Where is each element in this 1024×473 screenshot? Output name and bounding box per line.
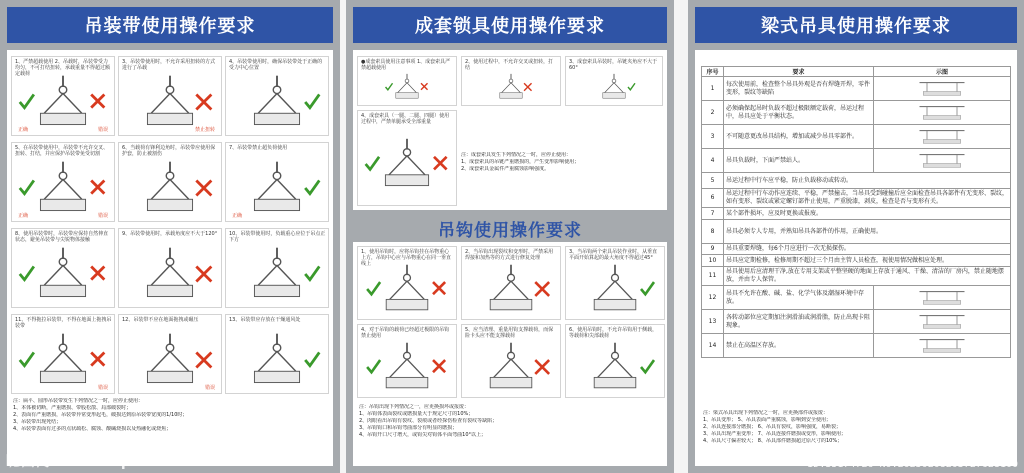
- mark-ok-label: 正确: [18, 213, 29, 219]
- table-row: [702, 255, 1011, 267]
- hook-illustration: [362, 341, 452, 393]
- table-row: [702, 125, 1011, 149]
- hook-cell: [357, 246, 457, 320]
- hook-note: [359, 404, 659, 439]
- note-line: 2、吊具连接部分磨损； 6、吊具有裂纹，影响强度，易断裂；: [703, 424, 841, 430]
- sling-cell-label: 13、吊装带应存放在干燥通风处: [229, 317, 301, 323]
- sling-cell: [225, 56, 329, 136]
- table-row: [702, 189, 1011, 208]
- hook-illustration: [466, 263, 556, 315]
- note-line: 2、表面有严重磨损，吊装带异常变形起毛，破损达到原吊装带宽度的1/10时；: [13, 412, 188, 418]
- board3-paper: [695, 50, 1017, 466]
- hook-subtitle: 吊钩使用操作要求: [438, 220, 582, 241]
- table-row: [702, 77, 1011, 101]
- board1-title: 吊装带使用操作要求: [7, 7, 333, 43]
- sling-cell-label: 9、吊装带使用时，承载角度应不大于120°: [122, 231, 218, 237]
- hook-cell-label: 6、使用吊钩时，不允许吊钩用于侧载，等载荷和尖部载荷: [569, 327, 658, 339]
- sling-cell: [11, 142, 115, 222]
- note-line: 4、吊具尺寸偏差较大； 8、吊具部件磨损超过原尺寸的10%；: [703, 438, 843, 444]
- row-illustration: [874, 310, 1011, 334]
- sling-illustration: [230, 159, 324, 217]
- sling-cell: [118, 314, 222, 394]
- sling-cell: [11, 56, 115, 136]
- table-row: [702, 334, 1011, 358]
- table-row: [702, 101, 1011, 125]
- board1-paper: [7, 50, 333, 466]
- mark-ok-label: 正确: [232, 213, 243, 219]
- sling-cell-label: 3、吊装带使用时，不允许采用扭转的方式进行了吊载: [122, 59, 216, 71]
- note-line: 1、吊具变形； 5、吊具表面严重腐蚀，影响到安全使用；: [703, 417, 831, 423]
- note-line: 4、吊钩开口尺寸增大，或钩尖对钩体平面弯曲10°以上；: [359, 432, 487, 438]
- row-number: 7: [702, 208, 724, 220]
- sling-illustration: [16, 73, 110, 131]
- hook-cell: [461, 246, 561, 320]
- row-illustration: [874, 101, 1011, 125]
- hook-cell: [565, 324, 665, 398]
- col-header: 示图: [874, 67, 1011, 77]
- table-row: [702, 220, 1011, 244]
- board1-note: [13, 398, 325, 433]
- requirements-table: [701, 66, 1011, 358]
- chain-cell-label: ●成套索具使用注意事项 1、成套索具严禁超载使用: [361, 59, 451, 71]
- table-row: [702, 286, 1011, 310]
- board2-note: [461, 152, 661, 173]
- watermark-left: 昵图网 www.nipic.com: [6, 454, 189, 470]
- row-requirement: 吊运过程中行车动作应连续、平稳，严禁撞击，当吊具受到碰撞后应全面检查吊具各部件有无变形、裂纹，如有变形、裂纹或紧定螺钉部件止使用，严重脱漆，剥皮，检查是否与变形有关。: [724, 189, 1011, 208]
- sling-cell: [118, 228, 222, 308]
- hook-cell-label: 2、当吊钩出现裂纹和变形时，严禁采用焊接和加热等的方式进行修复处理: [465, 249, 554, 261]
- note-line: 4、吊装带表面有过多的点状疏松、腐蚀、酸碱烧损以及热融化或烧焦；: [13, 426, 172, 432]
- row-illustration: [874, 286, 1011, 310]
- mark-bad-label: 错误: [97, 127, 108, 133]
- board2-title: 成套锁具使用操作要求: [353, 7, 667, 43]
- sling-cell: [225, 228, 329, 308]
- row-requirement: 不可随意更改吊具结构，增加或减少吊具零部件。: [724, 125, 874, 149]
- sling-cell-label: 1、严禁超载使用 2、吊载时，吊装带受力均匀，不可打结扭转，承载重量不得超过额定载荷: [15, 59, 111, 77]
- row-illustration: [874, 149, 1011, 173]
- chain-cell-label: 4、成套索具（一腿、二腿、四腿）使用过程中，严禁单腿承受全部重量: [361, 113, 450, 125]
- board3-note: [703, 410, 1003, 445]
- row-number: 6: [702, 189, 724, 208]
- table-header-row: [702, 67, 1011, 77]
- chain-illustration: [466, 73, 556, 101]
- note-line: 2、成套索具金属件严重腐蚀影响强度。: [461, 166, 550, 172]
- note-line: 1、吊钩体表面裂纹或磨损量大于规定尺寸的10%；: [359, 411, 474, 417]
- row-number: 13: [702, 310, 724, 334]
- row-requirement: 禁止在高温区存放。: [724, 334, 874, 358]
- hook-cell-label: 4、对于吊钩的载荷已经超过极限的吊钩禁止使用: [361, 327, 450, 339]
- row-number: 1: [702, 77, 724, 101]
- sling-cell-label: 8、使用吊装带时，吊装带应保持自然伸直状态，避免吊装带与尖锐物体接触: [15, 231, 109, 243]
- row-number: 5: [702, 173, 724, 189]
- chain-cell: [357, 56, 457, 106]
- note-line: 3、吊钩钩口和吊钩弯曲部分有明显的磨损；: [359, 425, 458, 431]
- hook-cell-label: 3、当吊钩两个索具吊装作业时，从垂直平面开始算起的最大角度不得超过45°: [569, 249, 658, 261]
- note-line: 1、成套索具的吊链严重磨损的，产生变形影响使用；: [461, 159, 580, 165]
- sling-cell-label: 6、当载荷有锋利边角时，吊装带应使用保护套，防止被割伤: [122, 145, 216, 157]
- row-requirement: 吊具重要焊缝，每6个月应进行一次无损探伤。: [724, 244, 1011, 255]
- row-number: 11: [702, 267, 724, 286]
- col-header: 序号: [702, 67, 724, 77]
- board-sling: [0, 0, 340, 473]
- row-requirement: 吊具不允许在酸、碱、盐、化学气体及潮湿环境中存放。: [724, 286, 874, 310]
- hook-cell: [461, 324, 561, 398]
- row-requirement: 每次使用前，检查整个吊具外观是否有焊缝开焊，零件变形，裂纹等缺陷: [724, 77, 874, 101]
- board2-paper-bottom: [353, 242, 667, 466]
- chain-cell: [357, 110, 457, 206]
- row-number: 9: [702, 244, 724, 255]
- table-row: [702, 244, 1011, 255]
- hook-illustration: [570, 263, 660, 315]
- sling-cell-label: 5、在吊装带使用中，吊装带不允许交叉、扭转、打结，并应保护吊装带免受切割: [15, 145, 109, 157]
- sling-cell: [118, 142, 222, 222]
- mark-bad-label: 错误: [97, 213, 108, 219]
- sling-illustration: [16, 245, 110, 303]
- sling-cell-label: 10、吊装带使用时，负载重心应位于吊点正下方: [229, 231, 326, 243]
- sling-illustration: [230, 245, 324, 303]
- sling-cell-label: 4、吊装带使用时，确保吊装带处于正确的受力中心位置: [229, 59, 323, 71]
- row-illustration: [874, 125, 1011, 149]
- row-number: 2: [702, 101, 724, 125]
- col-header: 要求: [724, 67, 874, 77]
- row-number: 4: [702, 149, 724, 173]
- sling-illustration: [230, 73, 324, 131]
- sling-illustration: [123, 73, 217, 131]
- note-line: 注：成套索具发生下列情况之一时，应停止使用：: [461, 152, 572, 158]
- chain-cell: [461, 56, 561, 106]
- sling-cell-label: 7、吊装带禁止超负荷使用: [229, 145, 288, 151]
- sling-illustration: [123, 331, 217, 389]
- chain-illustration: [362, 73, 452, 101]
- sling-illustration: [16, 331, 110, 389]
- table-row: [702, 267, 1011, 286]
- mark-ok-label: 正确: [18, 127, 29, 133]
- watermark-id: ID:35174726 NO:20250208203727628100: [807, 459, 1018, 470]
- chain-cell-label: 2、使用过程中，不允许交叉或扭转，打结: [465, 59, 554, 71]
- hook-cell-label: 1、使用吊钩时，应将吊钩挂在吊物重心上方，吊钩中心应与吊物重心在同一垂直线上: [361, 249, 452, 267]
- note-line: 1、本体被切断，严重磨损、带股松散、局部破裂时；: [13, 405, 132, 411]
- row-requirement: 某个部件损坏，应及时更换或报废。: [724, 208, 1011, 220]
- hook-cell: [565, 246, 665, 320]
- note-line: 3、吊具出现严重变形； 7、吊具连接件磨损或变形，影响使用；: [703, 431, 846, 437]
- sling-cell: [11, 228, 115, 308]
- note-line: 注：扁平、圆形吊装带发生下列情况之一时，应停止使用：: [13, 398, 144, 404]
- note-line: 2、肉眼看出吊钩有裂纹、裂痕或者经探伤检查有裂纹等缺陷；: [359, 418, 498, 424]
- table-row: [702, 310, 1011, 334]
- row-requirement: 各转动部位应定期加注润滑油或润滑脂，防止出现卡阻现象。: [724, 310, 874, 334]
- sling-cell: [225, 314, 329, 394]
- row-requirement: 吊具使用后应清理干净,放在专用支架或平整坚硬的地面上存放于通风、干燥、清洁的厂房内，禁止随地摆放，并由专人保管。: [724, 267, 1011, 286]
- board2-paper-top: [353, 50, 667, 210]
- row-illustration: [874, 334, 1011, 358]
- mark-bad-label: 错误: [97, 385, 108, 391]
- board-chain-sling: [346, 0, 674, 473]
- sling-cell: [225, 142, 329, 222]
- row-number: 14: [702, 334, 724, 358]
- chain-cell: [565, 56, 663, 106]
- note-line: 注：梁式吊具出现下列情况之一时，应更换部件或报废：: [703, 410, 829, 416]
- hook-illustration: [362, 263, 452, 315]
- hook-illustration: [570, 341, 660, 393]
- note-line: 注：吊钩出现下列情况之一，应更换损坏或报废：: [359, 404, 470, 410]
- row-requirement: 吊具应定期检修，检修周期不超过三个月由主管人员检查，视使用情况做相应处理。: [724, 255, 1011, 267]
- mark-bad-label: 禁止扭转: [194, 127, 215, 133]
- chain-cell-label: 3、成套索具吊装时，吊链夹角应不大于60°: [569, 59, 658, 71]
- hook-illustration: [466, 341, 556, 393]
- row-number: 3: [702, 125, 724, 149]
- row-requirement: 吊具负载时，下面严禁站人。: [724, 149, 874, 173]
- row-requirement: 吊运过程中行车应平稳，防止负载移动或转动。: [724, 173, 1011, 189]
- chain-illustration: [362, 127, 452, 201]
- row-number: 12: [702, 286, 724, 310]
- board-beam: [688, 0, 1024, 473]
- hook-cell: [357, 324, 457, 398]
- hook-cell-label: 5、应当清理、重量用钩支撑载荷，而保险卡头应不能支撑载荷: [465, 327, 554, 339]
- table-row: [702, 173, 1011, 189]
- mark-bad-label: 错误: [204, 385, 215, 391]
- sling-illustration: [123, 159, 217, 217]
- sling-illustration: [123, 245, 217, 303]
- board3-title: 梁式吊具使用操作要求: [695, 7, 1017, 43]
- row-number: 8: [702, 220, 724, 244]
- chain-illustration: [570, 73, 658, 101]
- sling-cell-label: 12、吊装带不应在地面拖拽或碾压: [122, 317, 199, 323]
- sling-cell-label: 11、不得拖拉吊装带，不得在地面上拖拽吊装带: [15, 317, 112, 329]
- table-row: [702, 208, 1011, 220]
- sling-illustration: [230, 331, 324, 389]
- sling-cell: [11, 314, 115, 394]
- table-row: [702, 149, 1011, 173]
- row-requirement: 必须确保起吊时负载不超过极限额定载荷，吊运过程中，吊具应处于平衡状态。: [724, 101, 874, 125]
- sling-cell: [118, 56, 222, 136]
- row-number: 10: [702, 255, 724, 267]
- row-requirement: 吊具必须专人专用，并熟知吊具各部件的作用，正确使用。: [724, 220, 1011, 244]
- row-illustration: [874, 77, 1011, 101]
- note-line: 3、吊装带出现死结；: [13, 419, 62, 425]
- sling-illustration: [16, 159, 110, 217]
